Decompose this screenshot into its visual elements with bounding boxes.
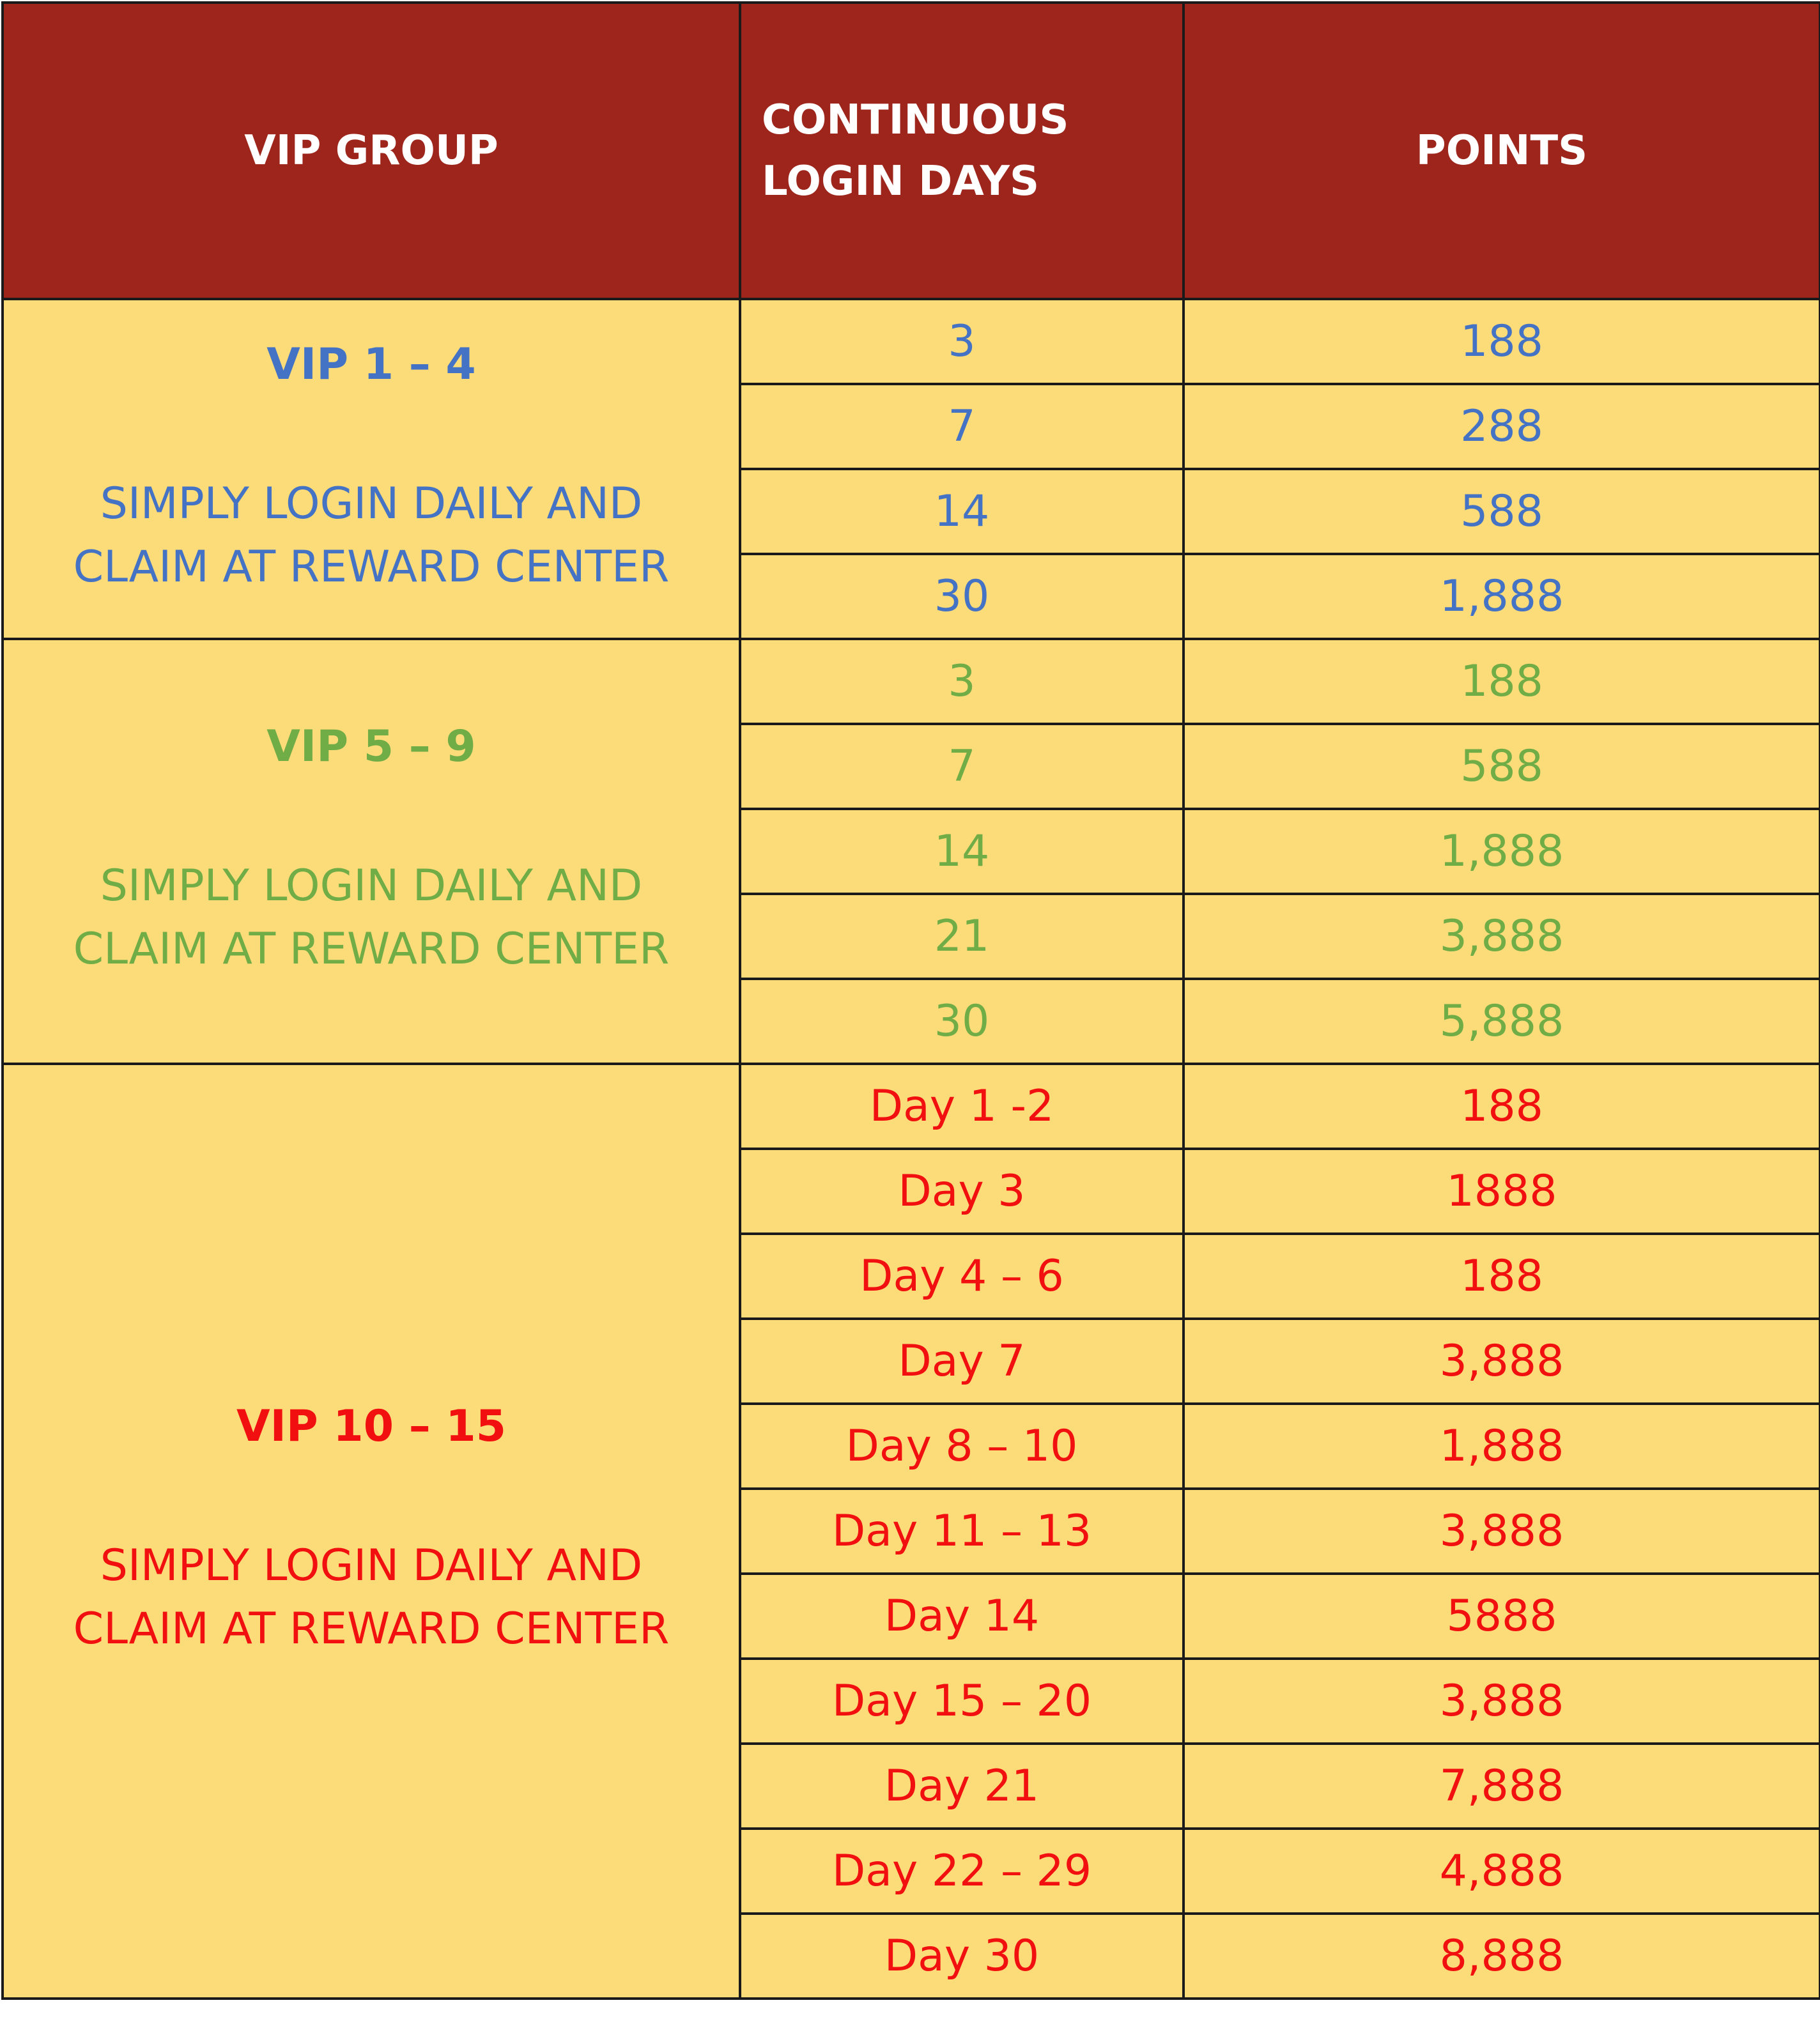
vip-group-note: SIMPLY LOGIN DAILY AND CLAIM AT REWARD CENTER xyxy=(73,861,670,974)
login-days-cell: Day 7 xyxy=(740,1319,1184,1404)
points-cell: 8,888 xyxy=(1184,1914,1820,1999)
login-days-cell: 3 xyxy=(740,299,1184,384)
vip-group-title: VIP 1 – 4 xyxy=(266,339,476,390)
header-vip-group: VIP GROUP xyxy=(3,3,740,299)
points-cell: 188 xyxy=(1184,639,1820,724)
table-row xyxy=(3,1064,1820,1149)
points-cell: 188 xyxy=(1184,1064,1820,1149)
points-cell: 3,888 xyxy=(1184,1319,1820,1404)
login-days-cell: 30 xyxy=(740,554,1184,639)
points-cell: 5,888 xyxy=(1184,979,1820,1064)
login-days-cell: Day 14 xyxy=(740,1574,1184,1659)
login-days-cell: Day 4 – 6 xyxy=(740,1234,1184,1319)
login-days-cell: Day 3 xyxy=(740,1149,1184,1234)
login-days-cell: Day 15 – 20 xyxy=(740,1659,1184,1744)
points-cell: 188 xyxy=(1184,299,1820,384)
points-cell: 288 xyxy=(1184,384,1820,469)
login-days-cell: Day 8 – 10 xyxy=(740,1404,1184,1489)
login-days-cell: Day 22 – 29 xyxy=(740,1829,1184,1914)
points-cell: 1,888 xyxy=(1184,554,1820,639)
login-days-cell: 3 xyxy=(740,639,1184,724)
points-cell: 3,888 xyxy=(1184,1659,1820,1744)
points-cell: 3,888 xyxy=(1184,894,1820,979)
points-cell: 7,888 xyxy=(1184,1744,1820,1829)
vip-group-title: VIP 5 – 9 xyxy=(266,721,476,772)
vip-group-note: SIMPLY LOGIN DAILY AND CLAIM AT REWARD CENTER xyxy=(73,478,670,592)
table-row xyxy=(3,639,1820,724)
points-cell: 188 xyxy=(1184,1234,1820,1319)
table-row xyxy=(3,299,1820,384)
login-days-cell: 7 xyxy=(740,384,1184,469)
login-days-cell: 14 xyxy=(740,809,1184,894)
login-days-cell: Day 30 xyxy=(740,1914,1184,1999)
points-cell: 1,888 xyxy=(1184,1404,1820,1489)
points-cell: 1888 xyxy=(1184,1149,1820,1234)
vip-group-cell xyxy=(3,1064,740,1999)
points-cell: 1,888 xyxy=(1184,809,1820,894)
login-days-cell: Day 1 -2 xyxy=(740,1064,1184,1149)
points-cell: 5888 xyxy=(1184,1574,1820,1659)
points-cell: 3,888 xyxy=(1184,1489,1820,1574)
login-days-cell: 21 xyxy=(740,894,1184,979)
vip-group-title: VIP 10 – 15 xyxy=(236,1401,507,1452)
login-days-cell: Day 11 – 13 xyxy=(740,1489,1184,1574)
points-cell: 4,888 xyxy=(1184,1829,1820,1914)
points-cell: 588 xyxy=(1184,724,1820,809)
points-cell: 588 xyxy=(1184,469,1820,554)
login-days-cell: Day 21 xyxy=(740,1744,1184,1829)
login-days-cell: 7 xyxy=(740,724,1184,809)
vip-login-rewards-table xyxy=(1,1,1820,2000)
vip-group-cell xyxy=(3,299,740,639)
header-points: POINTS xyxy=(1184,3,1820,299)
vip-group-cell xyxy=(3,639,740,1064)
header-continuous-login-days: CONTINUOUS LOGIN DAYS xyxy=(740,3,1184,299)
header-row xyxy=(3,3,1820,299)
vip-group-note: SIMPLY LOGIN DAILY AND CLAIM AT REWARD CENTER xyxy=(73,1540,670,1654)
login-days-cell: 14 xyxy=(740,469,1184,554)
login-days-cell: 30 xyxy=(740,979,1184,1064)
